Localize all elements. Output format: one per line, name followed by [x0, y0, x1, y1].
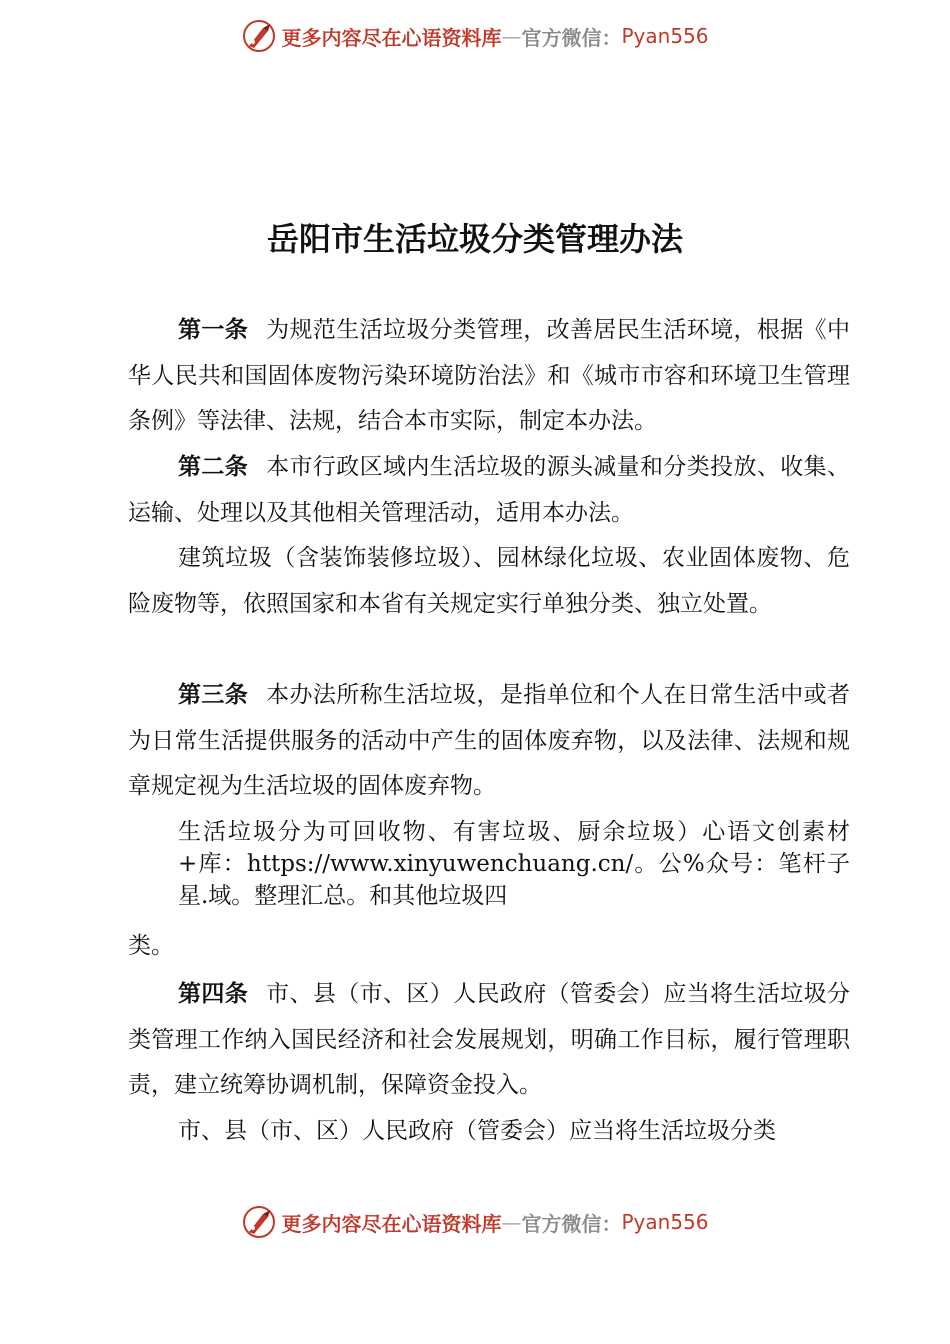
article-1	[128, 308, 850, 445]
banner-separator: —	[501, 1210, 522, 1234]
article-label: 第四条	[178, 981, 249, 1007]
article-text: 类。	[128, 933, 174, 959]
banner-separator: —	[501, 24, 522, 48]
banner-text: 更多内容尽在心语资料库	[281, 1211, 502, 1236]
article-2	[128, 445, 850, 536]
article-label: 第三条	[178, 682, 249, 708]
article-text: 本办法所称生活垃圾，是指单位和个人在日常生活中或者为日常生活提供服务的活动中产生的固体废弃物，以及法律、法规和规章规定视为生活垃圾的固体废弃物。	[128, 682, 851, 799]
article-text: 市、县（市、区）人民政府（管委会）应当将生活垃圾分类	[178, 1118, 776, 1144]
banner-wechat-label: 官方微信：	[521, 25, 622, 50]
banner-wechat-label: 官方微信：	[521, 1211, 622, 1236]
article-label: 第一条	[178, 317, 249, 343]
article-2-paragraph-2	[128, 536, 850, 627]
article-text: 生活垃圾分为可回收物、有害垃圾、厨余垃圾）心语文创素材+库：https://www.xinyuwenchuang.cn/。公%众号：笔杆子星.域。整理汇总。和其他垃圾四	[178, 819, 850, 909]
pen-nib-logo-icon	[241, 1204, 277, 1240]
banner-wechat-id: Pyan556	[621, 24, 709, 48]
header-watermark-banner	[0, 14, 950, 58]
document-title: 岳阳市生活垃圾分类管理办法	[266, 220, 683, 258]
article-4-paragraph-2	[128, 1109, 850, 1155]
footer-watermark-banner	[0, 1200, 950, 1244]
article-4	[128, 972, 850, 1109]
article-text: 本市行政区域内生活垃圾的源头减量和分类投放、收集、运输、处理以及其他相关管理活动，适用本办法。	[128, 454, 851, 526]
pen-nib-logo-icon	[241, 18, 277, 54]
article-text: 为规范生活垃圾分类管理，改善居民生活环境，根据《中华人民共和国固体废物污染环境防治法》和《城市市容和环境卫生管理条例》等法律、法规，结合本市实际，制定本办法。	[128, 317, 851, 434]
article-label: 第二条	[178, 454, 249, 480]
article-text: 市、县（市、区）人民政府（管委会）应当将生活垃圾分类管理工作纳入国民经济和社会发展规划，明确工作目标，履行管理职责，建立统筹协调机制，保障资金投入。	[128, 981, 851, 1098]
article-3-paragraph-2-end	[128, 924, 850, 970]
article-3-paragraph-2	[178, 816, 850, 912]
banner-text: 更多内容尽在心语资料库	[281, 25, 502, 50]
banner-wechat-id: Pyan556	[621, 1210, 709, 1234]
article-text: 建筑垃圾（含装饰装修垃圾）、园林绿化垃圾、农业固体废物、危险废物等，依照国家和本省有关规定实行单独分类、独立处置。	[128, 545, 850, 617]
article-3	[128, 673, 850, 810]
